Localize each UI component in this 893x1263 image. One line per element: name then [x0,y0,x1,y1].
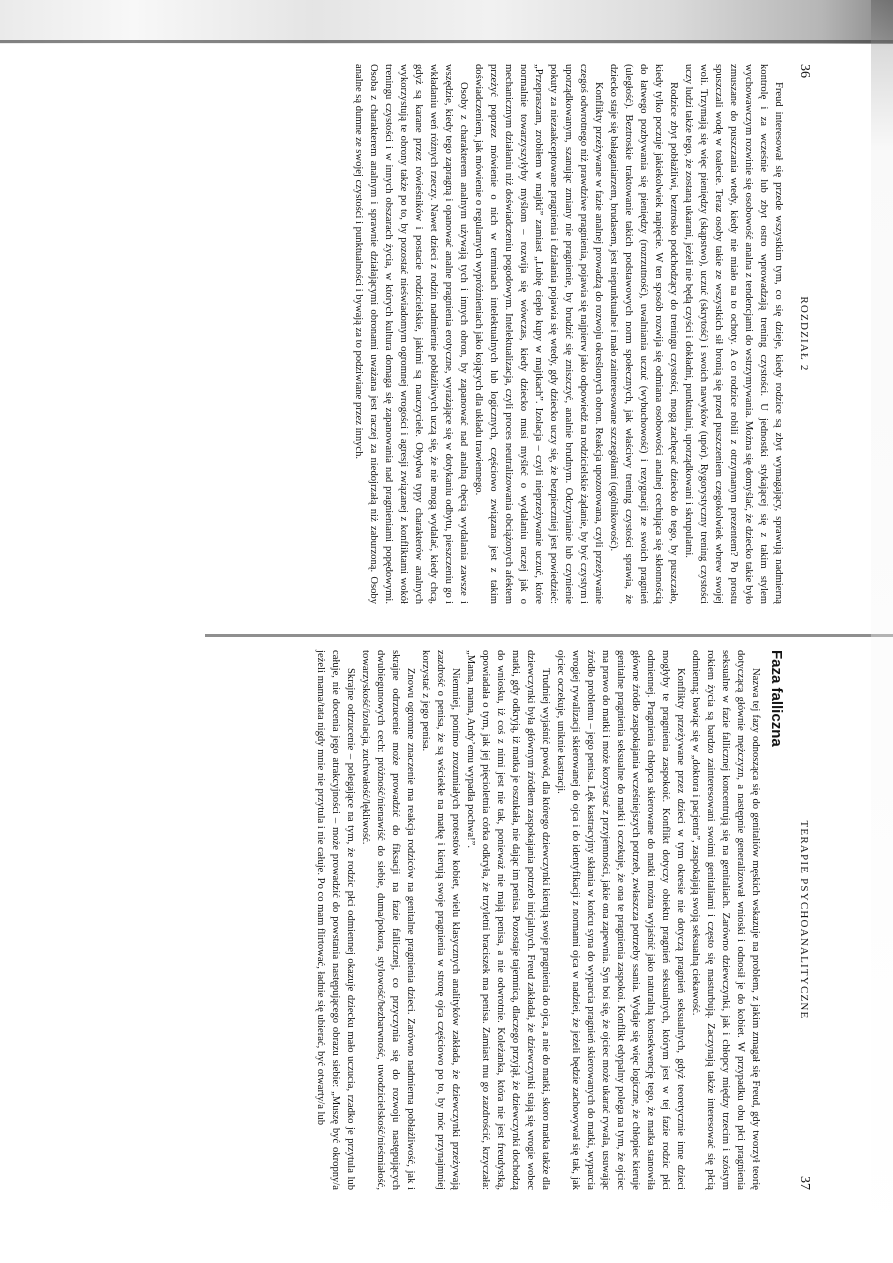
paragraph-37-5: Znowu ogromne znaczenie ma reakcja rodziców na genitalne pragnienia dzieci. Zarówno nadmierna pobłażliwość, jak i skrajne odrzucenie może prowadzić do fiksacji na fazie fallicznej, co przyczynia się do rozwoju następujących dwubiegunowych cech: próżność/nienawiść do siebie, duma/pokora, stylowość/bezbarwność, uwodzicielskość/nieśmiałość, towarzyskość/izolacja, zuchwałość/lękliwość. [360,650,416,1190]
paragraph-36-1: Freud interesował się przede wszystkim tym, co się dzieje, kiedy rodzice są zbyt wymagający, sprawują nadmierną kontrolę i za wcześnie lub zbyt ostro wprowadzają trening czystości. U jednostki stykającej się z takim stylem wychowawczym rozwinie się osobowość analna z tendencjami do wstrzymywania. Można się domyślać, że dziecko takie było zmuszane do puszczania wtedy, kiedy nie miało na to ochoty. A co rodzice robili z otrzymanym prezentem? Po prostu spuszczali wodę w toalecie. Teraz osoby takie ze wszystkich sił bronią się przed puszczeniem czegokolwiek wbrew swojej woli. Trzymają się więc pieniędzy (skąpstwo), uczuć (skrytość) i swoich nawyków (upór). Rygorystyczny trening czystości uczy ludzi także tego, że zostaną ukarani, jeżeli nie będą czyści i dokładni, punktualni, uporządkowani i skrupulatni. [683,64,784,604]
paragraph-37-3: Trudniej wyjaśnić powód, dla którego dziewczynki kierują swoje pragnienia do ojca, a nie do matki, skoro matka także dla dziewczynki była głównym źródłem zaspokajania potrzeb inicjalnych. Freud zakładał, że dziewczynki stają się wrogie wobec matki, gdy odkryją, iż matka je oszukała, nie dając im penisa. Pozostaje tajemnicą, dlaczego przyjął, że dziewczynki dochodzą do wniosku, iż coś z nimi jest nie tak, ponieważ nie mają penisa, a nie odwrotnie. Koleżanka, która nie jest freudystką, opowiadała o tym, jak jej pięcioletnia córka odkryła, że trzyletni braciszek ma penisa. Zamiast mu go zazdrościć, krzyczała: „Mama, mama, Andy’emu wypadła pochwa!”. [465,650,551,1190]
scan-artifact-fold-line [205,634,893,637]
paragraph-37-6: Skrajne odrzucenie – polegające na tym, że rodzic płci odmiennej okazuje dziecku mało uczucia, rzadko je przytula lub całuje, nie docenia jego atrakcyjności – może prowadzić do powstania następującego obrazu siebie: „Muszę być okropny/a jeżeli mama/tata nigdy mnie nie przytula i nie całuje. Po co mam flirtować, ładnie się ubierać, być otwarty/a lub [315,650,356,1190]
scan-artifact-right-edge [871,0,893,1263]
page-36 [22,64,812,604]
paragraph-37-1: Nazwa tej fazy odnosząca się do genitaliów męskich wskazuje na problem, z jakim zmagał się Freud, gdy tworzył teorię dotyczącą głównie mężczyzn, a następnie generalizował wnioski i odnosił je do kobiet. W przypadku obu płci pragnienia seksualne w fazie fallicznej koncentrują się na genitaliach. Zarówno dziewczynki, jak i chłopcy między trzecim i szóstym rokiem życia są bardzo zainteresowani swoimi genitaliami i często się masturbują. Zaczynają także interesować się płcią odmienną; bawiąc się w „doktora i pacjenta”, zaspokajają swoją seksualną ciekawość. [690,650,761,1190]
paragraph-37-4: Niemniej, ponimo zrozumiałych protestów kobiet, wielu klasycznych analityków zakłada, że dziewczynki przeżywają zazdrość o penisa, że są wściekłe na matkę i kierują swoje pragnienia w stronę ojca częściowo po to, by móc przynajmniej korzystać z jego penisa. [420,650,461,1190]
paragraph-36-4: Osoby z charakterem analnym używają tych i innych obron, by zapanować nad analną chęcią wydalania zawsze i wszędzie, kiedy tego zapragną i opanować analne pragnienia erotyczne, wyrażające się w dotykaniu odbytu, pieszczeniu go i wkładaniu weń różnych rzeczy. Nawet dzieci z rodzin nadmiernie pobłażliwych uczą się, że nie mogą wydalać, kiedy chcą, gdyż są karane przez rówieśników i postacie rodzicielskie, jakimi są nauczyciele. Obydwa typy charakterów analnych wykorzystują te obrony także po to, by pozostać nieświadomym ogromnej wrogości i agresji związanej z konfliktami wokół treningu czystości i w innych obszarach życia, w których kultura domaga się zapanowania nad pragnieniami popędowymi. Osoba z charakterem analnym i sprawnie działającymi obronami uważana jest raczej za niedojrzałą niż zaburzoną. Osoby analne są dumne ze swojej czystości i punktualności i bywają za to podziwiane przez innych. [353,64,469,604]
paragraph-37-2: Konflikty przeżywane przez dzieci w tym okresie nie dotyczą pragnień seksualnych, gdyż teoretycznie inne dzieci mogłyby te pragnienia zaspokoić. Konflikt dotyczy obiektu pragnień seksualnych, którym jest w tej fazie rodzic płci odmiennej. Pragnienia chłopca skierowane do matki można wyjaśnić jako naturalną konsekwencję tego, że matka stanowiła główne źródło zaspokajania wcześniejszych potrzeb, zwłaszcza potrzeby ssania. Wydaje się więc logiczne, że chłopiec kieruje genitalne pragnienia seksualne do matki i oczekuje, że ona te pragnienia zaspokoi. Konflikt edypalny polega na tym, że ojciec ma prawo do matki i może korzystać z przyjemności, jakie ona zapewnia. Syn boi się, że ojciec może ukarać rywala, usuwając źródło problemu – jego penisa. Lęk kastracyjny skłania w końcu syna do wyparcia pragnień skierowanych do matki, wyparcia wrogiej rywalizacji skierowanej do ojca i do identyfikacji z normami ojca w nadziei, że jeżeli będzie zachowywał się tak, jak ojciec oczekuje, uniknie kastracji. [555,650,686,1190]
page-37 [22,650,812,1190]
body-text-36 [351,64,786,604]
body-text-37 [313,650,784,1190]
section-heading-faza-falliczna: Faza falliczna [768,650,785,747]
page-number-37: 37 [797,1176,812,1190]
scan-artifact-top-line [0,40,893,43]
paragraph-36-2: Rodzice zbyt pobłażliwi, beztrosko podchodzący do treningu czystości, mogą zachęcać dziecko do tego, by puszczało, kiedy tylko poczuje jakiekolwiek napięcie. W ten sposób rozwija się odmiana osobowości analnej cechująca się skłonnością do łatwego pozbywania się pieniędzy (rozrzutność), uwalniania uczuć (wybuchowość) i rezygnacji ze swoich pragnień (uległość). Beztroskie traktowanie takich podstawowych norm społecznych, jak właściwy trening czystości sprawia, że dziecko staje się bałaganiarzem, brudasem, jest niepunktualne i mało zainteresowane szczegółami (ogólnikowość). [608,64,679,604]
running-head-37 [786,650,812,1190]
running-head-title-37: TERAPIE PSYCHOANALITYCZNE [798,820,810,1020]
page-number-36: 36 [797,64,812,78]
scan-artifact-top-band [0,0,893,44]
paragraph-36-3: Konflikty przeżywane w fazie analnej prowadzą do rozwoju określonych obron. Reakcja upozorowana, czyli przeżywanie czegoś odwrotnego niż prawdziwe pragnienia, pojawia się najpierw jako odpowiedź na rodzicielskie żądanie, by być czystym i uporządkowanym, szanując zmiany nie pragnienie, by brudzić się zniszczyć, analnie brudnym. Odczynianie lub czynienie pokuty za niezaakceptowane pragnienia i działania pojawia się wtedy, gdy dziecko uczy się, że bezpieczniej jest powiedzieć: „Przepraszam, zrobiłem w majtki” zamiast „Lubię ciepło kupy w majtkach”. Izolacja – czyli nieprzeżywanie uczuć, które normalnie towarzyszyłyby myślom – rozwija się wówczas, kiedy dziecko musi myśleć o wydalaniu raczej jak o mechanicznym działaniu niż doświadczeniu pogodowym. Intelektualizacja, czyli proces neutralizowania obciążonych afektem przeżyć poprzez mówienie o nich w terminach intelektualnych lub logicznych, częściowo związana jest z takim doświadczeniem, jak mówienie o regularnych wypróżnieniach jako kojących dla układu trawiennego. [473,64,604,604]
running-head-title-36: ROZDZIAŁ 2 [798,296,810,372]
running-head-36 [786,64,812,604]
